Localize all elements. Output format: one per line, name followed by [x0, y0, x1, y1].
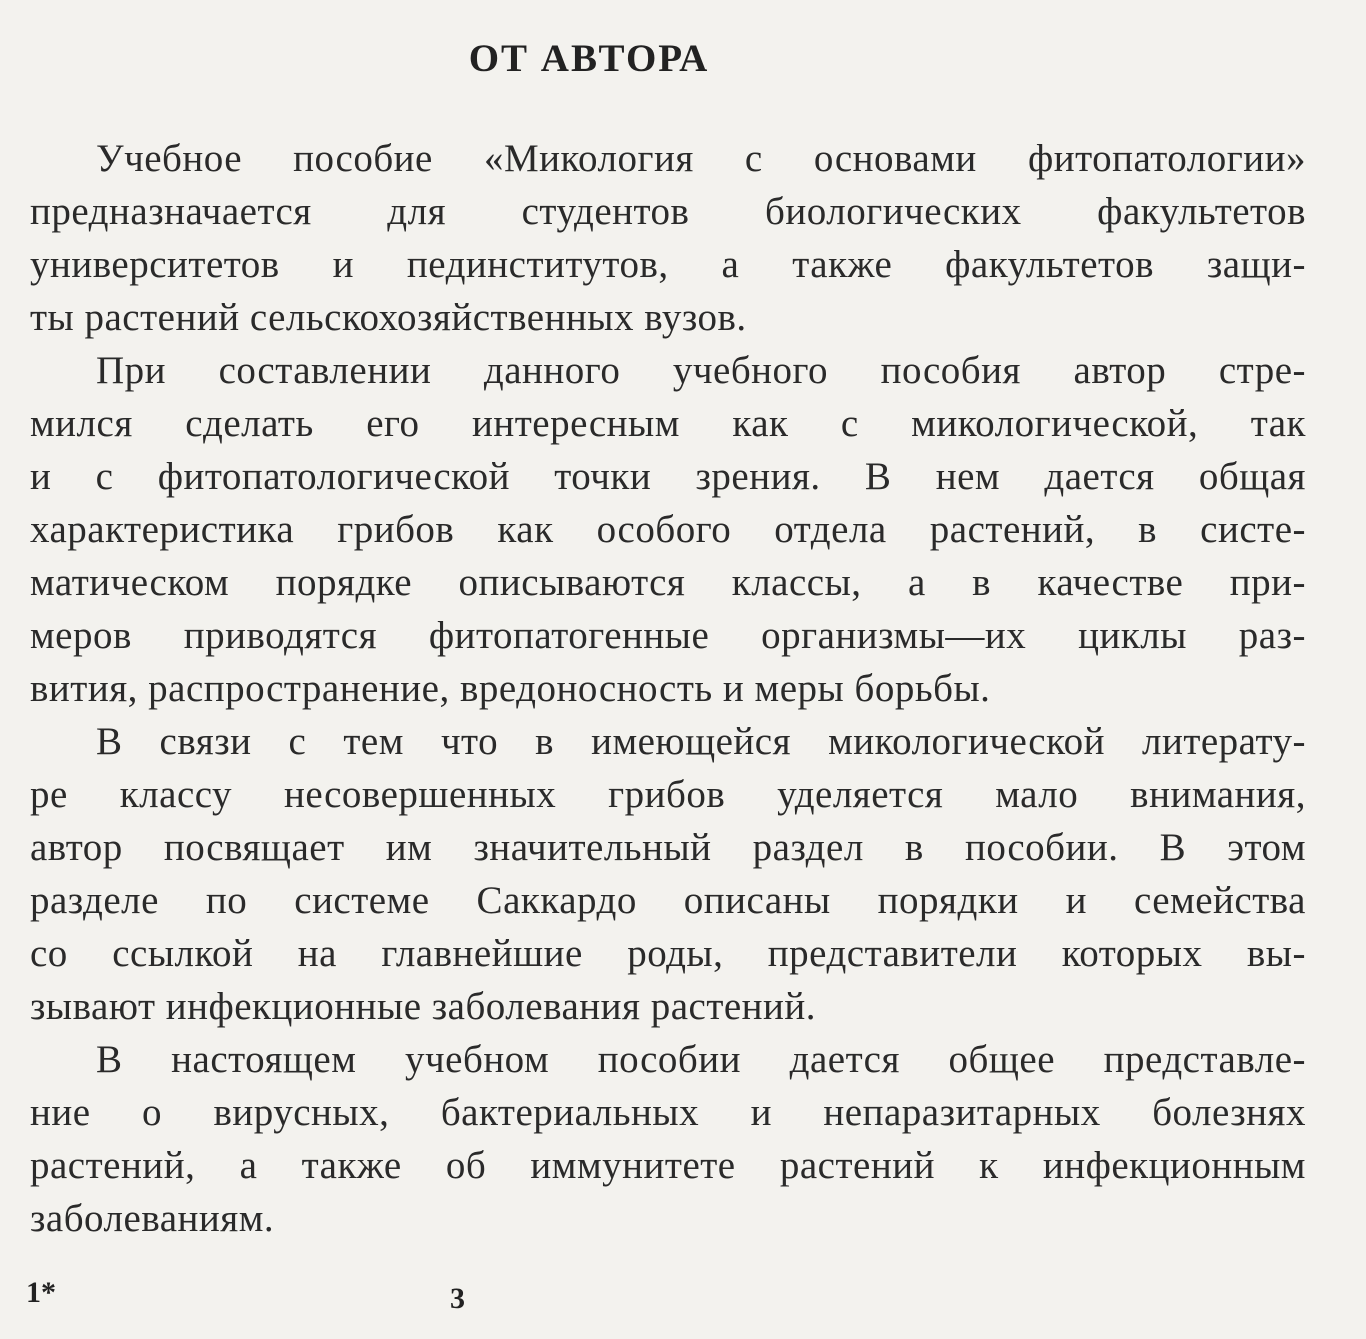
text-line: зывают инфекционные заболевания растений.: [30, 985, 817, 1028]
text-line: ты растений сельскохозяйственных вузов.: [30, 296, 747, 339]
text-line: университетов и пединститутов, а также факультетов защи-: [30, 243, 1306, 286]
text-line: Учебное пособие «Микология с основами фитопатологии»: [96, 137, 1306, 180]
text-line: В настоящем учебном пособии дается общее представле-: [96, 1038, 1306, 1081]
text-line: В связи с тем что в имеющейся микологической литерату-: [96, 720, 1306, 763]
text-line: матическом порядке описываются классы, а в качестве при-: [30, 561, 1306, 604]
text-line: разделе по системе Саккардо описаны порядки и семейства: [30, 879, 1306, 922]
text-line: ние о вирусных, бактериальных и непаразитарных болезнях: [30, 1091, 1306, 1134]
paragraph-4: [30, 1033, 1306, 1245]
paragraph-2: [30, 344, 1306, 715]
page-number: 3: [450, 1282, 465, 1315]
text-line: со ссылкой на главнейшие роды, представители которых вы-: [30, 932, 1306, 975]
text-line: При составлении данного учебного пособия автор стре-: [96, 349, 1306, 392]
paragraph-1: [30, 132, 1306, 344]
text-line: мился сделать его интересным как с микологической, так: [30, 402, 1306, 445]
paragraph-3: [30, 715, 1306, 1033]
text-line: автор посвящает им значительный раздел в пособии. В этом: [30, 826, 1306, 869]
signature-mark: 1*: [26, 1276, 56, 1309]
text-line: характеристика грибов как особого отдела растений, в систе-: [30, 508, 1306, 551]
page-title: ОТ АВТОРА: [468, 37, 710, 80]
text-line: заболеваниям.: [30, 1197, 275, 1240]
text-line: предназначается для студентов биологических факультетов: [30, 190, 1306, 233]
text-line: меров приводятся фитопатогенные организмы—их циклы раз-: [30, 614, 1306, 657]
text-line: растений, а также об иммунитете растений к инфекционным: [30, 1144, 1306, 1187]
text-line: вития, распространение, вредоносность и меры борьбы.: [30, 667, 991, 710]
text-line: и с фитопатологической точки зрения. В нем дается общая: [30, 455, 1306, 498]
text-line: ре классу несовершенных грибов уделяется мало внимания,: [30, 773, 1306, 816]
body-text: [30, 132, 1306, 1245]
